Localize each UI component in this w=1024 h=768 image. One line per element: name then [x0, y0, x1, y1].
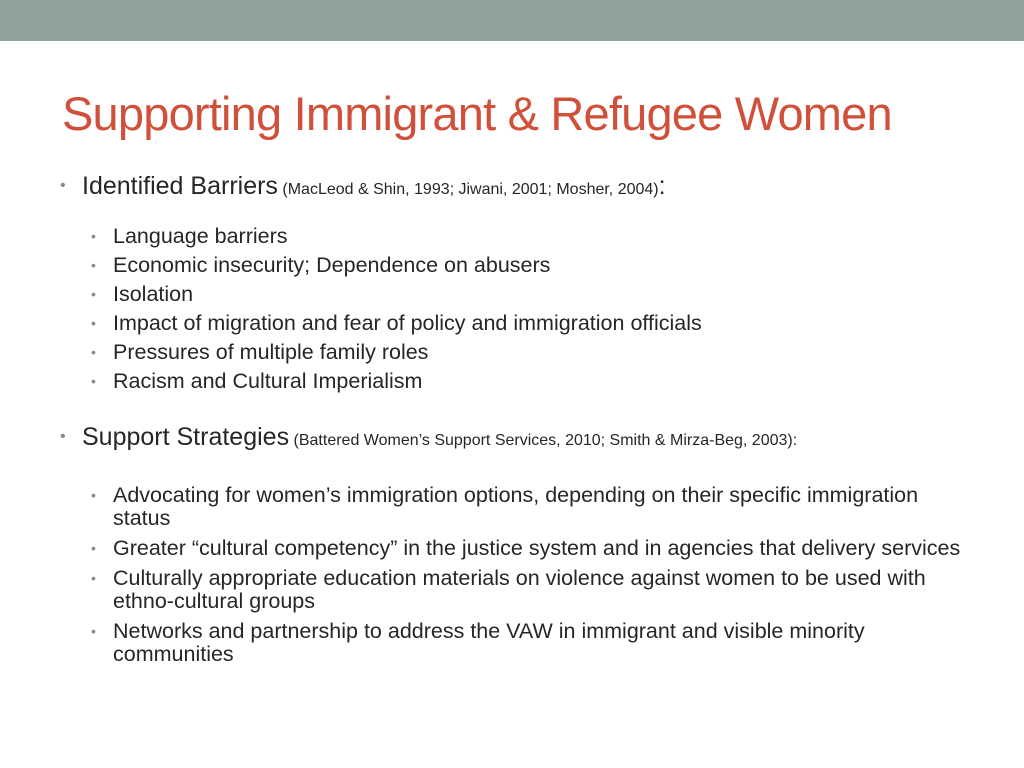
bullet-dot: •	[60, 428, 66, 445]
bullet-dot: •	[60, 177, 66, 194]
barriers-heading: Identified Barriers	[82, 172, 278, 200]
bullet-dot: •	[91, 257, 96, 273]
strategies-citation: (Battered Women’s Support Services, 2010; Smith & Mirza-Beg, 2003):	[293, 432, 798, 449]
list-item-text: Racism and Cultural Imperialism	[113, 369, 423, 393]
bullet-dot: •	[91, 373, 96, 389]
bullet-dot: •	[91, 344, 96, 360]
list-item	[60, 620, 980, 666]
barriers-list	[60, 225, 980, 393]
list-item	[60, 567, 980, 613]
list-item	[60, 370, 980, 393]
list-item	[60, 283, 980, 306]
strategies-heading: Support Strategies	[82, 423, 290, 451]
barriers-section	[60, 172, 980, 399]
list-item-text: Impact of migration and fear of policy and immigration officials	[113, 311, 702, 335]
top-accent-bar	[0, 0, 1024, 41]
bullet-dot: •	[91, 540, 96, 556]
bullet-dot: •	[91, 487, 96, 503]
barriers-citation: (MacLeod & Shin, 1993; Jiwani, 2001; Mosher, 2004)	[282, 181, 659, 198]
list-item	[60, 537, 980, 560]
slide-title: Supporting Immigrant & Refugee Women	[62, 87, 892, 140]
list-item-text: Pressures of multiple family roles	[113, 340, 429, 364]
list-item	[60, 312, 980, 335]
list-item	[60, 254, 980, 277]
list-item-text: Advocating for women’s immigration options, depending on their specific immigration status	[113, 483, 919, 530]
strategies-section	[60, 423, 980, 673]
bullet-dot: •	[91, 570, 96, 586]
list-item-text: Networks and partnership to address the VAW in immigrant and visible minority communities	[113, 619, 865, 666]
list-item-text: Economic insecurity; Dependence on abusers	[113, 253, 551, 277]
list-item-text: Greater “cultural competency” in the justice system and in agencies that delivery services	[113, 536, 961, 560]
bullet-dot: •	[91, 623, 96, 639]
list-item-text: Culturally appropriate education materials on violence against women to be used with ethno-cultural groups	[113, 566, 926, 613]
barriers-colon: :	[658, 172, 666, 200]
strategies-header	[60, 423, 980, 452]
list-item-text: Language barriers	[113, 224, 288, 248]
list-item	[60, 225, 980, 248]
list-item-text: Isolation	[113, 282, 194, 306]
bullet-dot: •	[91, 286, 96, 302]
barriers-header	[60, 172, 980, 201]
strategies-list	[60, 484, 980, 666]
bullet-dot: •	[91, 228, 96, 244]
list-item	[60, 341, 980, 364]
bullet-dot: •	[91, 315, 96, 331]
list-item	[60, 484, 980, 530]
